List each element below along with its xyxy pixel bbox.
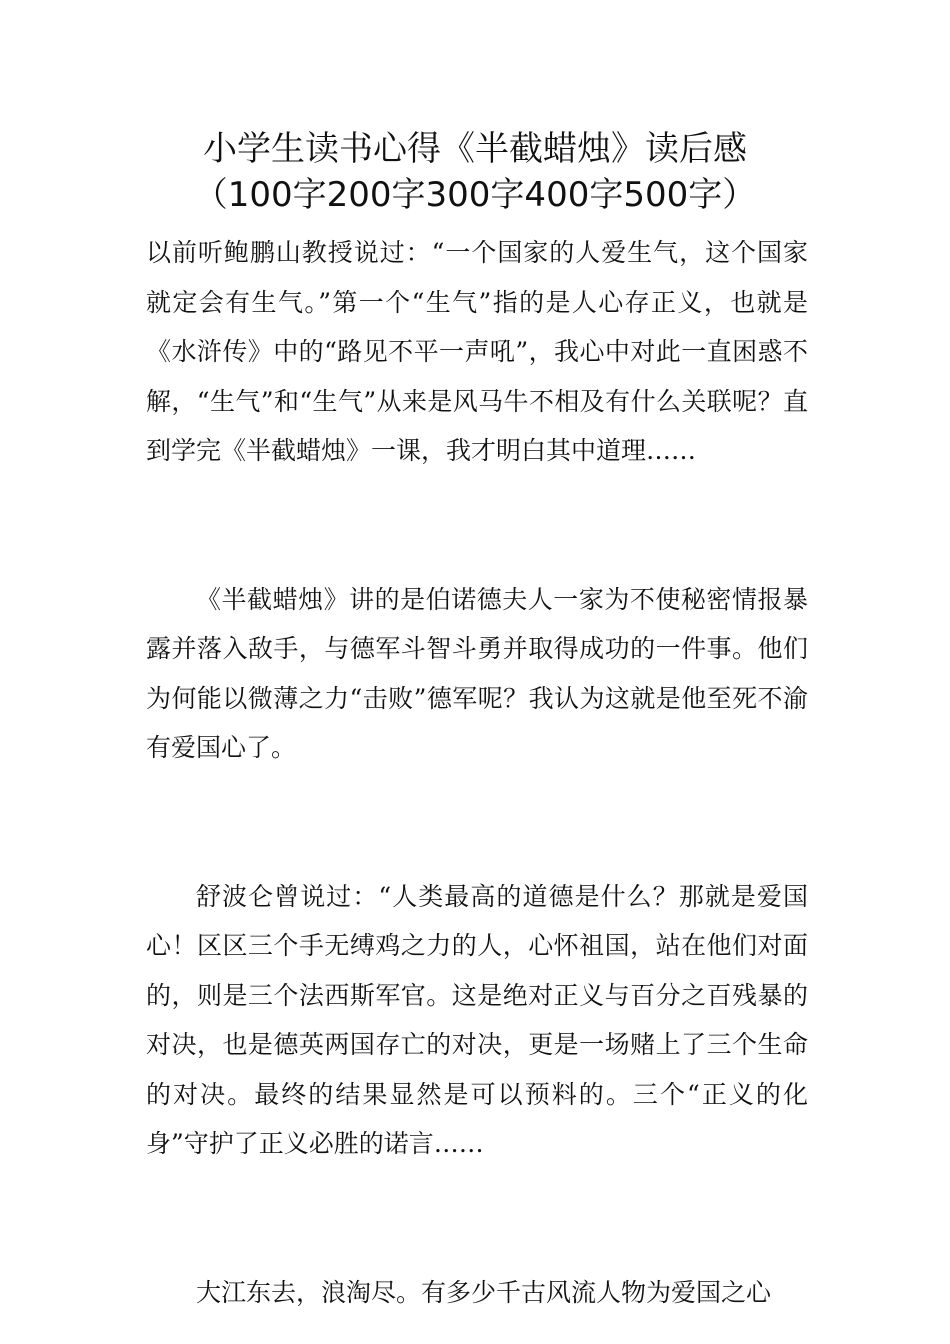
paragraph-spacer <box>146 1169 808 1268</box>
paragraph-4: 大江东去，浪淘尽。有多少千古风流人物为爱国之心 <box>196 1277 772 1307</box>
paragraph-spacer <box>146 773 808 872</box>
paragraph-2: 《半截蜡烛》讲的是伯诺德夫人一家为不使秘密情报暴露并落入敌手，与德军斗智斗勇并取得成功的一件事。他们为何能以微薄之力“击败”德军呢？我认为这就是他至死不渝有爱国心了。 <box>146 584 808 762</box>
title-line-1: 小学生读书心得《半截蜡烛》读后感 <box>203 129 747 169</box>
document-body <box>146 228 808 1317</box>
paragraph-spacer <box>146 476 808 575</box>
paragraph-1: 以前听鲍鹏山教授说过：“一个国家的人爱生气，这个国家就定会有生气。”第一个“生气”指的是人心存正义，也就是《水浒传》中的“路见不平一声吼”，我心中对此一直困惑不解，“生气”和“生气”从来是风马牛不相及有什么关联呢？直到学完《半截蜡烛》一课，我才明白其中道理…… <box>146 238 808 465</box>
document-title <box>0 126 950 218</box>
paragraph-3: 舒波仑曾说过：“人类最高的道德是什么？那就是爱国心！区区三个手无缚鸡之力的人，心怀祖国，站在他们对面的，则是三个法西斯军官。这是绝对正义与百分之百残暴的对决，也是德英两国存亡的对决，更是一场赌上了三个生命的对决。最终的结果显然是可以预料的。三个“正义的化身”守护了正义必胜的诺言…… <box>146 881 808 1158</box>
title-line-2: （100字200字300字400字500字） <box>193 175 757 215</box>
